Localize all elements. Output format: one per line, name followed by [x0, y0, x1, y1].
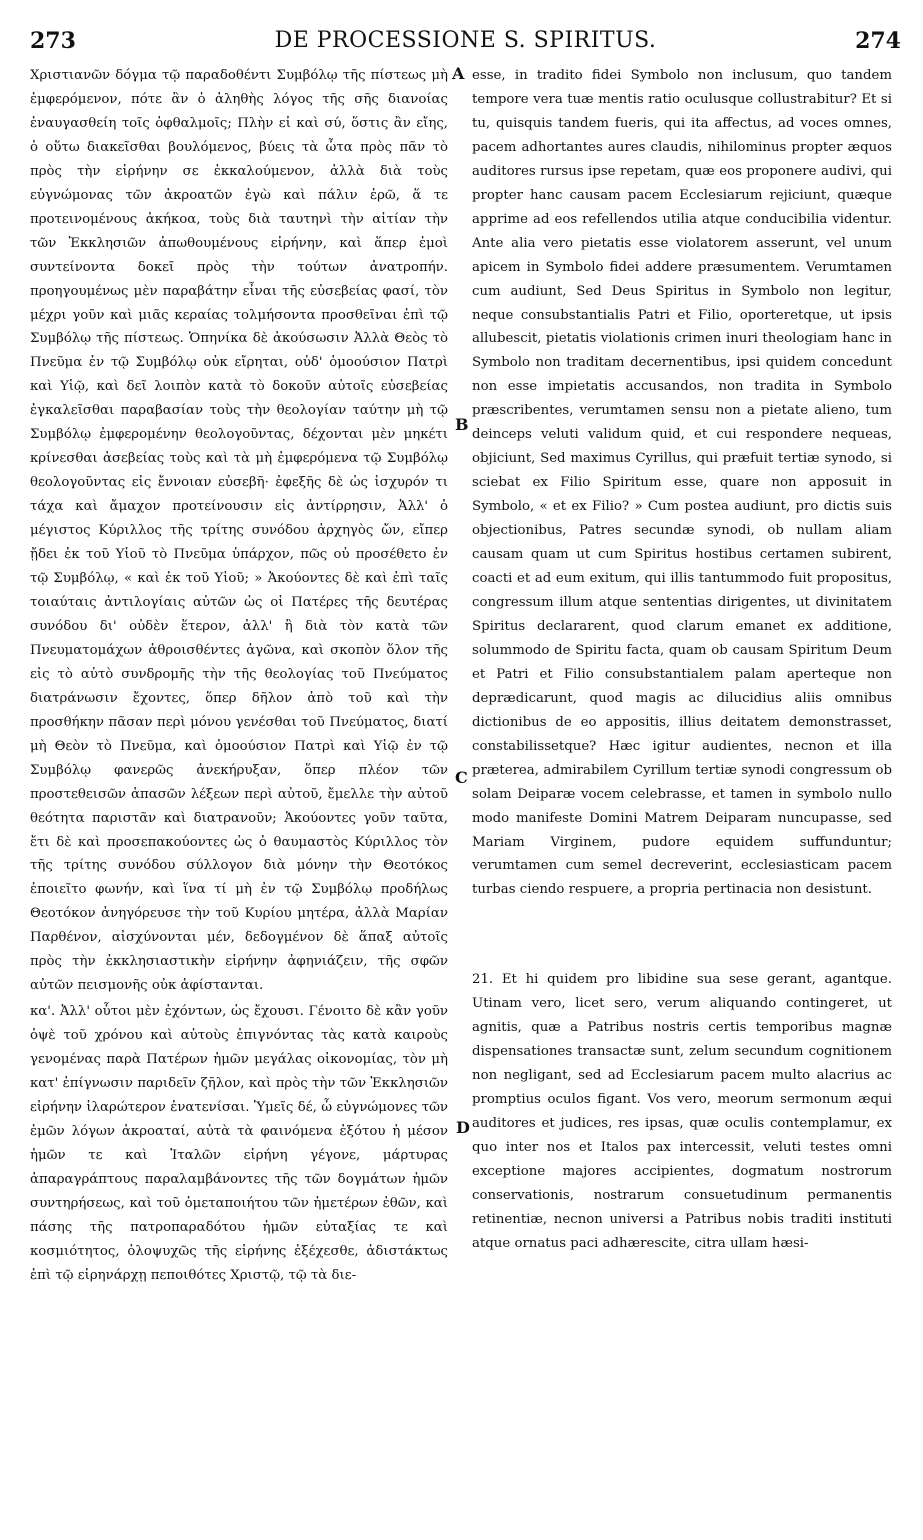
margin-marker-c: C [455, 768, 468, 787]
latin-paragraph-2: 21. Et hi quidem pro libidine sua sese gerant, agantque. Utinam vero, licet sero, verum aliquando contingeret, ut agnitis, quæ a Patribus nostris certis temporibus magnæ dispensationes transactæ sunt, zelum secundum cognitionem non negligant, sed ad Ecclesiarum pacem multo alacrius ac promptius oculos figant. Vos vero, meorum sermonum æqui auditores et judices, res ipsas, quæ oculis contemplamur, ex quo inter nos et Italos pax intercessit, veluti testes omni exceptione majores accipientes, dogmatum nostrorum conservationis, nostrarum consuetudinum permanentis retinentiæ, necnon universi a Patribus nobis traditi instituti atque ornatus paci adhærescite, citra ullam hæsi- [472, 972, 892, 1251]
page-number-right: 274 [855, 28, 901, 54]
page-number-left: 273 [30, 28, 76, 54]
margin-marker-d: D [456, 1118, 470, 1137]
latin-column [472, 64, 892, 1256]
margin-marker-b: B [455, 415, 469, 434]
margin-marker-a: A [452, 64, 465, 83]
greek-paragraph-2: κα'. Ἀλλ' οὗτοι μὲν ἐχόντων, ὡς ἔχουσι. Γένοιτο δὲ κἂν γοῦν ὀψὲ τοῦ χρόνου καὶ αὐτοὺς ἐπιγνόντας τὰς κατὰ καιροὺς γενομένας παρὰ Πατέρων ἡμῶν μεγάλας οἰκονομίας, τὸν μὴ κατ' ἐπίγνωσιν παριδεῖν ζῆλον, καὶ πρὸς τὴν τῶν Ἐκκλησιῶν εἰρήνην ἱλαρώτερον ἐνατενίσαι. Ὑμεῖς δέ, ὦ εὐγνώμονες τῶν ἐμῶν λόγων ἀκροαταί, αὐτὰ τὰ φαινόμενα ἐξότου ἡ μέσον ἡμῶν τε καὶ Ἰταλῶν εἰρήνη γέγονε, μάρτυρας ἀπαραγράπτους παραλαμβάνοντες τῆς τῶν δογμάτων ἡμῶν συντηρήσεως, καὶ τοῦ ὁμεταποιήτου τῶν ἡμετέρων ἐθῶν, καὶ πάσης τῆς πατροπαραδότου ἡμῶν εὐταξίας τε καὶ κοσμιότητος, ὁλοψυχῶς τῆς εἰρήνης ἐξέχεσθε, ἀδιστάκτως ἐπὶ τῷ εἰρηνάρχῃ πεποιθότες Χριστῷ, τῷ τὰ διε- [30, 1004, 448, 1283]
running-header [30, 28, 901, 58]
greek-paragraph-1: Χριστιανῶν δόγμα τῷ παραδοθέντι Συμβόλῳ τῆς πίστεως μὴ ἐμφερόμενον, πότε ἂν ὁ ἀληθὴς λόγος τῆς σῆς διανοίας ἐναυγασθείη τοῖς ὀφθαλμοῖς; Πλὴν εἰ καὶ σύ, ὅστις ἂν εἴης, ὁ οὕτω διακεῖσθαι βουλόμενος, βύεις τὰ ὦτα πρὸς πᾶν τὸ πρὸς τὴν εἰρήνην σε ἐκκαλούμενον, ἀλλὰ διὰ τοὺς εὐγνώμονας τῶν ἀκροατῶν ἐγὼ καὶ πάλιν ἐρῶ, ἅ τε προτεινομένους ἀκήκοα, τοὺς διὰ ταυτηνὶ τὴν αἰτίαν τὴν τῶν Ἐκκλησιῶν ἀπωθουμένους εἰρήνην, καὶ ἅπερ ἐμοὶ συντείνοντα δοκεῖ πρὸς τὴν τούτων ἀνατροπήν. προηγουμένως μὲν παραβάτην εἶναι τῆς εὐσεβείας φασί, τὸν μέχρι γοῦν καὶ μιᾶς κεραίας τολμήσοντα προσθεῖναι ἐπὶ τῷ Συμβόλῳ τῆς πίστεως. Ὁπηνίκα δὲ ἀκούσωσιν Ἀλλὰ Θεὸς τὸ Πνεῦμα ἐν τῷ Συμβόλῳ οὐκ εἴρηται, οὐδ' ὁμοούσιον Πατρὶ καὶ Υἱῷ, καὶ δεῖ λοιπὸν κατὰ τὸ δοκοῦν αὐτοῖς εὐσεβείας ἐγκαλεῖσθαι παραβασίαν τοὺς τὴν θεολογίαν ταύτην μὴ τῷ Συμβόλῳ ἐμφερομένην θεολογοῦντας, δέχονται μὲν μηκέτι κρίνεσθαι ἀσεβείας τοὺς καὶ τὰ μὴ ἐμφερόμενα τῷ Συμβόλῳ θεολογοῦντας εἰς ἔννοιαν εὐσεβῆ· ἐφεξῆς δὲ ὡς ἰσχυρόν τι τάχα καὶ ἄμαχον προτείνουσιν εἰς ἀντίρρησιν, Ἀλλ' ὁ μέγιστος Κύριλλος τῆς τρίτης συνόδου ἀρχηγὸς ὤν, εἴπερ ᾔδει ἐκ τοῦ Υἱοῦ τὸ Πνεῦμα ὑπάρχον, πῶς οὐ προσέθετο ἐν τῷ Συμβόλῳ, « καὶ ἐκ τοῦ Υἱοῦ; » Ἀκούοντες δὲ καὶ ἐπὶ ταῖς τοιαύταις ἀντιλογίαις αὐτῶν ὡς οἱ Πατέρες τῆς δευτέρας συνόδου δι' οὐδὲν ἕτερον, ἀλλ' ἢ διὰ τὸν κατὰ τῶν Πνευματομάχων ἀθροισθέντες ἀγῶνα, καὶ σκοπὸν ὅλον τῆς εἰς τὸ αὐτὸ συνδρομῆς τὴν τῆς θεολογίας τοῦ Πνεύματος διατράνωσιν ἔχοντες, ὅπερ δῆλον ἀπὸ τοῦ καὶ τὴν προσθήκην πᾶσαν περὶ μόνου γενέσθαι τοῦ Πνεύματος, διατί μὴ Θεὸν τὸ Πνεῦμα, καὶ ὁμοούσιον Πατρὶ καὶ Υἱῷ ἐν τῷ Συμβόλῳ φανερῶς ἀνεκήρυξαν, ὅπερ πλέον τῶν προστεθεισῶν ἁπασῶν λέξεων περὶ αὐτοῦ, ἔμελλε τὴν αὐτοῦ θεότητα παριστᾶν καὶ διατρανοῦν; Ἀκούοντες γοῦν ταῦτα, ἔτι δὲ καὶ προσεπακούοντες ὡς ὁ θαυμαστὸς Κύριλλος τὸν τῆς τρίτης συνόδου σύλλογον διὰ μόνην τὴν Θεοτόκος ἐποιεῖτο φωνήν, καὶ ἵνα τί μὴ ἐν τῷ Συμβόλῳ προδήλως Θεοτόκον ἀνηγόρευσε τὴν τοῦ Κυρίου μητέρα, ἀλλὰ Μαρίαν Παρθένον, αἰσχύνονται μέν, δεδογμένον δὲ ἅπαξ αὐτοῖς πρὸς τὴν ἐκκλησιαστικὴν εἰρήνην ἀφηνιάζειν, τῆς σφῶν αὐτῶν πεισμονῆς οὐκ ἀφίστανται. [30, 68, 448, 994]
greek-column [30, 64, 448, 1288]
running-title: DE PROCESSIONE S. SPIRITUS. [274, 28, 657, 53]
latin-paragraph-1: esse, in tradito fidei Symbolo non inclusum, quo tandem tempore vera tuæ mentis ratio oculusque collustrabitur? Et si tu, quisquis tandem fueris, qui ita affectus, ad voces omnes, pacem adhortantes aures claudis, nihilominus propter æquos auditores rursus ipse repetam, quæ eos proponere audivi, qui propter hanc causam pacem Ecclesiarum rejiciunt, quæque apprime ad eos refellendos utilia atque conducibilia videntur. Ante alia vero pietatis esse violatorem asserunt, vel unum apicem in Symbolo fidei addere præsumentem. Verumtamen cum audiunt, Sed Deus Spiritus in Symbolo non legitur, neque consubstantialis Patri et Filio, oporteretque, ut ipsis allubescit, pietatis violationis crimen inuri theologiam hanc in Symbolo non traditam decernentibus, ipsi quidem concedunt non esse impietatis accusandos, non tradita in Symbolo præscribentes, verumtamen sensu non a pietate alieno, tum deinceps veluti validum quid, et cui respondere nequeas, objiciunt, Sed maximus Cyrillus, qui præfuit tertiæ synodo, si sciebat ex Filio Spiritum esse, quare non apposuit in Symbolo, « et ex Filio? » Cum postea audiunt, pro dictis suis objectionibus, Patres secundæ synodi, ob nullam aliam causam quam ut cum Spiritus hostibus certamen subirent, coacti et ad eum exitum, qui illis tantummodo fuit propositus, congressum illum atque sententias dirigentes, ut divinitatem Spiritus declararent, quod clarum emanet ex additione, solummodo de Spiritu facta, quam ob causam Spiritum Deum et Patri et Filio consubstantialem palam aperteque non deprædicarunt, quod magis ac dilucidius aliis omnibus dictionibus de eo appositis, illius deitatem demonstrasset, constabilissetque? Hæc igitur audientes, necnon et illa præterea, admirabilem Cyrillum tertiæ synodi congressum ob solam Deiparæ vocem celebrasse, et tamen in symbolo nullo modo manifeste Domini Matrem Deiparam nuncupasse, sed Mariam Virginem, pudore equidem suffunduntur; verumtamen cum semel decreverint, ecclesiasticam pacem turbas ciendo respuere, a propria pertinacia non desistunt. [472, 68, 892, 898]
